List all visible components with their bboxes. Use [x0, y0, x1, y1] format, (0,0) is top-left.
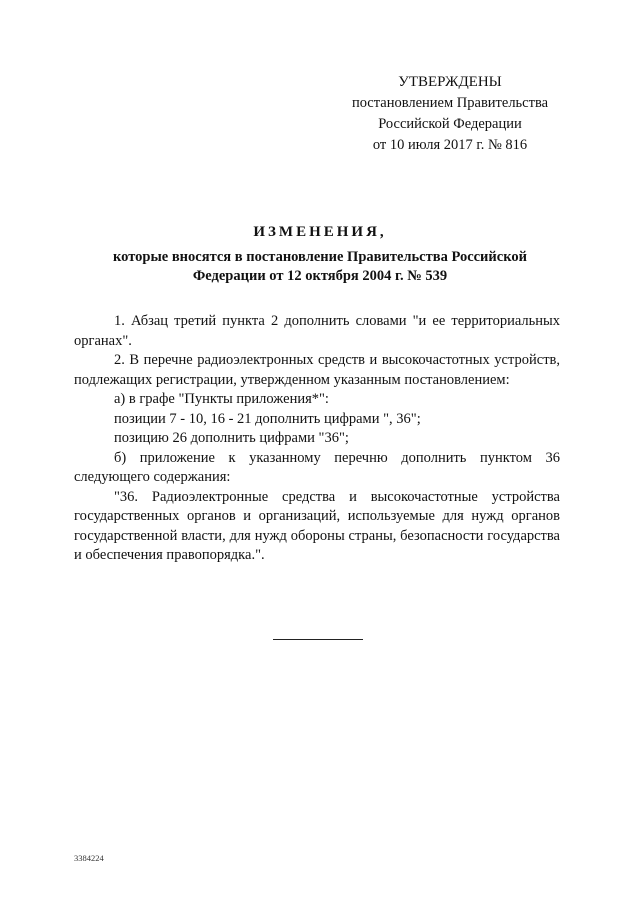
- paragraph-item-36: "36. Радиоэлектронные средства и высокочастотные устройства государственных органов и организаций, используемые для нужд органов государственной власти, для нужд обороны страны, безопасности государства и обеспечения правопорядка.".: [74, 488, 560, 563]
- paragraph-item-2b: б) приложение к указанному перечню дополнить пунктом 36 следующего содержания:: [74, 449, 560, 485]
- paragraph-item-2a: а) в графе "Пункты приложения*":: [114, 391, 329, 407]
- heading-title: ИЗМЕНЕНИЯ,: [253, 224, 387, 240]
- approval-line-1: постановлением Правительства: [351, 95, 549, 111]
- paragraph-item-1: 1. Абзац третий пункта 2 дополнить словами "и ее территориальных органах".: [74, 313, 560, 349]
- paragraph-item-2: 2. В перечне радиоэлектронных средств и высокочастотных устройств, подлежащих регистрации, утвержденном указанным постановлением:: [74, 352, 560, 388]
- approval-line-3: от 10 июля 2017 г. № 816: [372, 137, 528, 153]
- document-heading: [0, 222, 640, 286]
- end-separator-line: [273, 639, 363, 640]
- heading-subtitle-line-1: которые вносятся в постановление Правительства Российской: [113, 249, 527, 265]
- paragraph-item-2a-position-1: позиции 7 - 10, 16 - 21 дополнить цифрами ", 36";: [114, 410, 421, 427]
- document-body: [74, 312, 560, 566]
- approval-line-2: Российской Федерации: [378, 116, 522, 132]
- document-number: 3384224: [74, 853, 104, 863]
- approval-title: УТВЕРЖДЕНЫ: [398, 74, 502, 90]
- paragraph-item-2a-position-2: позицию 26 дополнить цифрами "36";: [114, 430, 349, 446]
- approval-block: [330, 72, 570, 156]
- heading-subtitle-line-2: Федерации от 12 октября 2004 г. № 539: [192, 268, 448, 284]
